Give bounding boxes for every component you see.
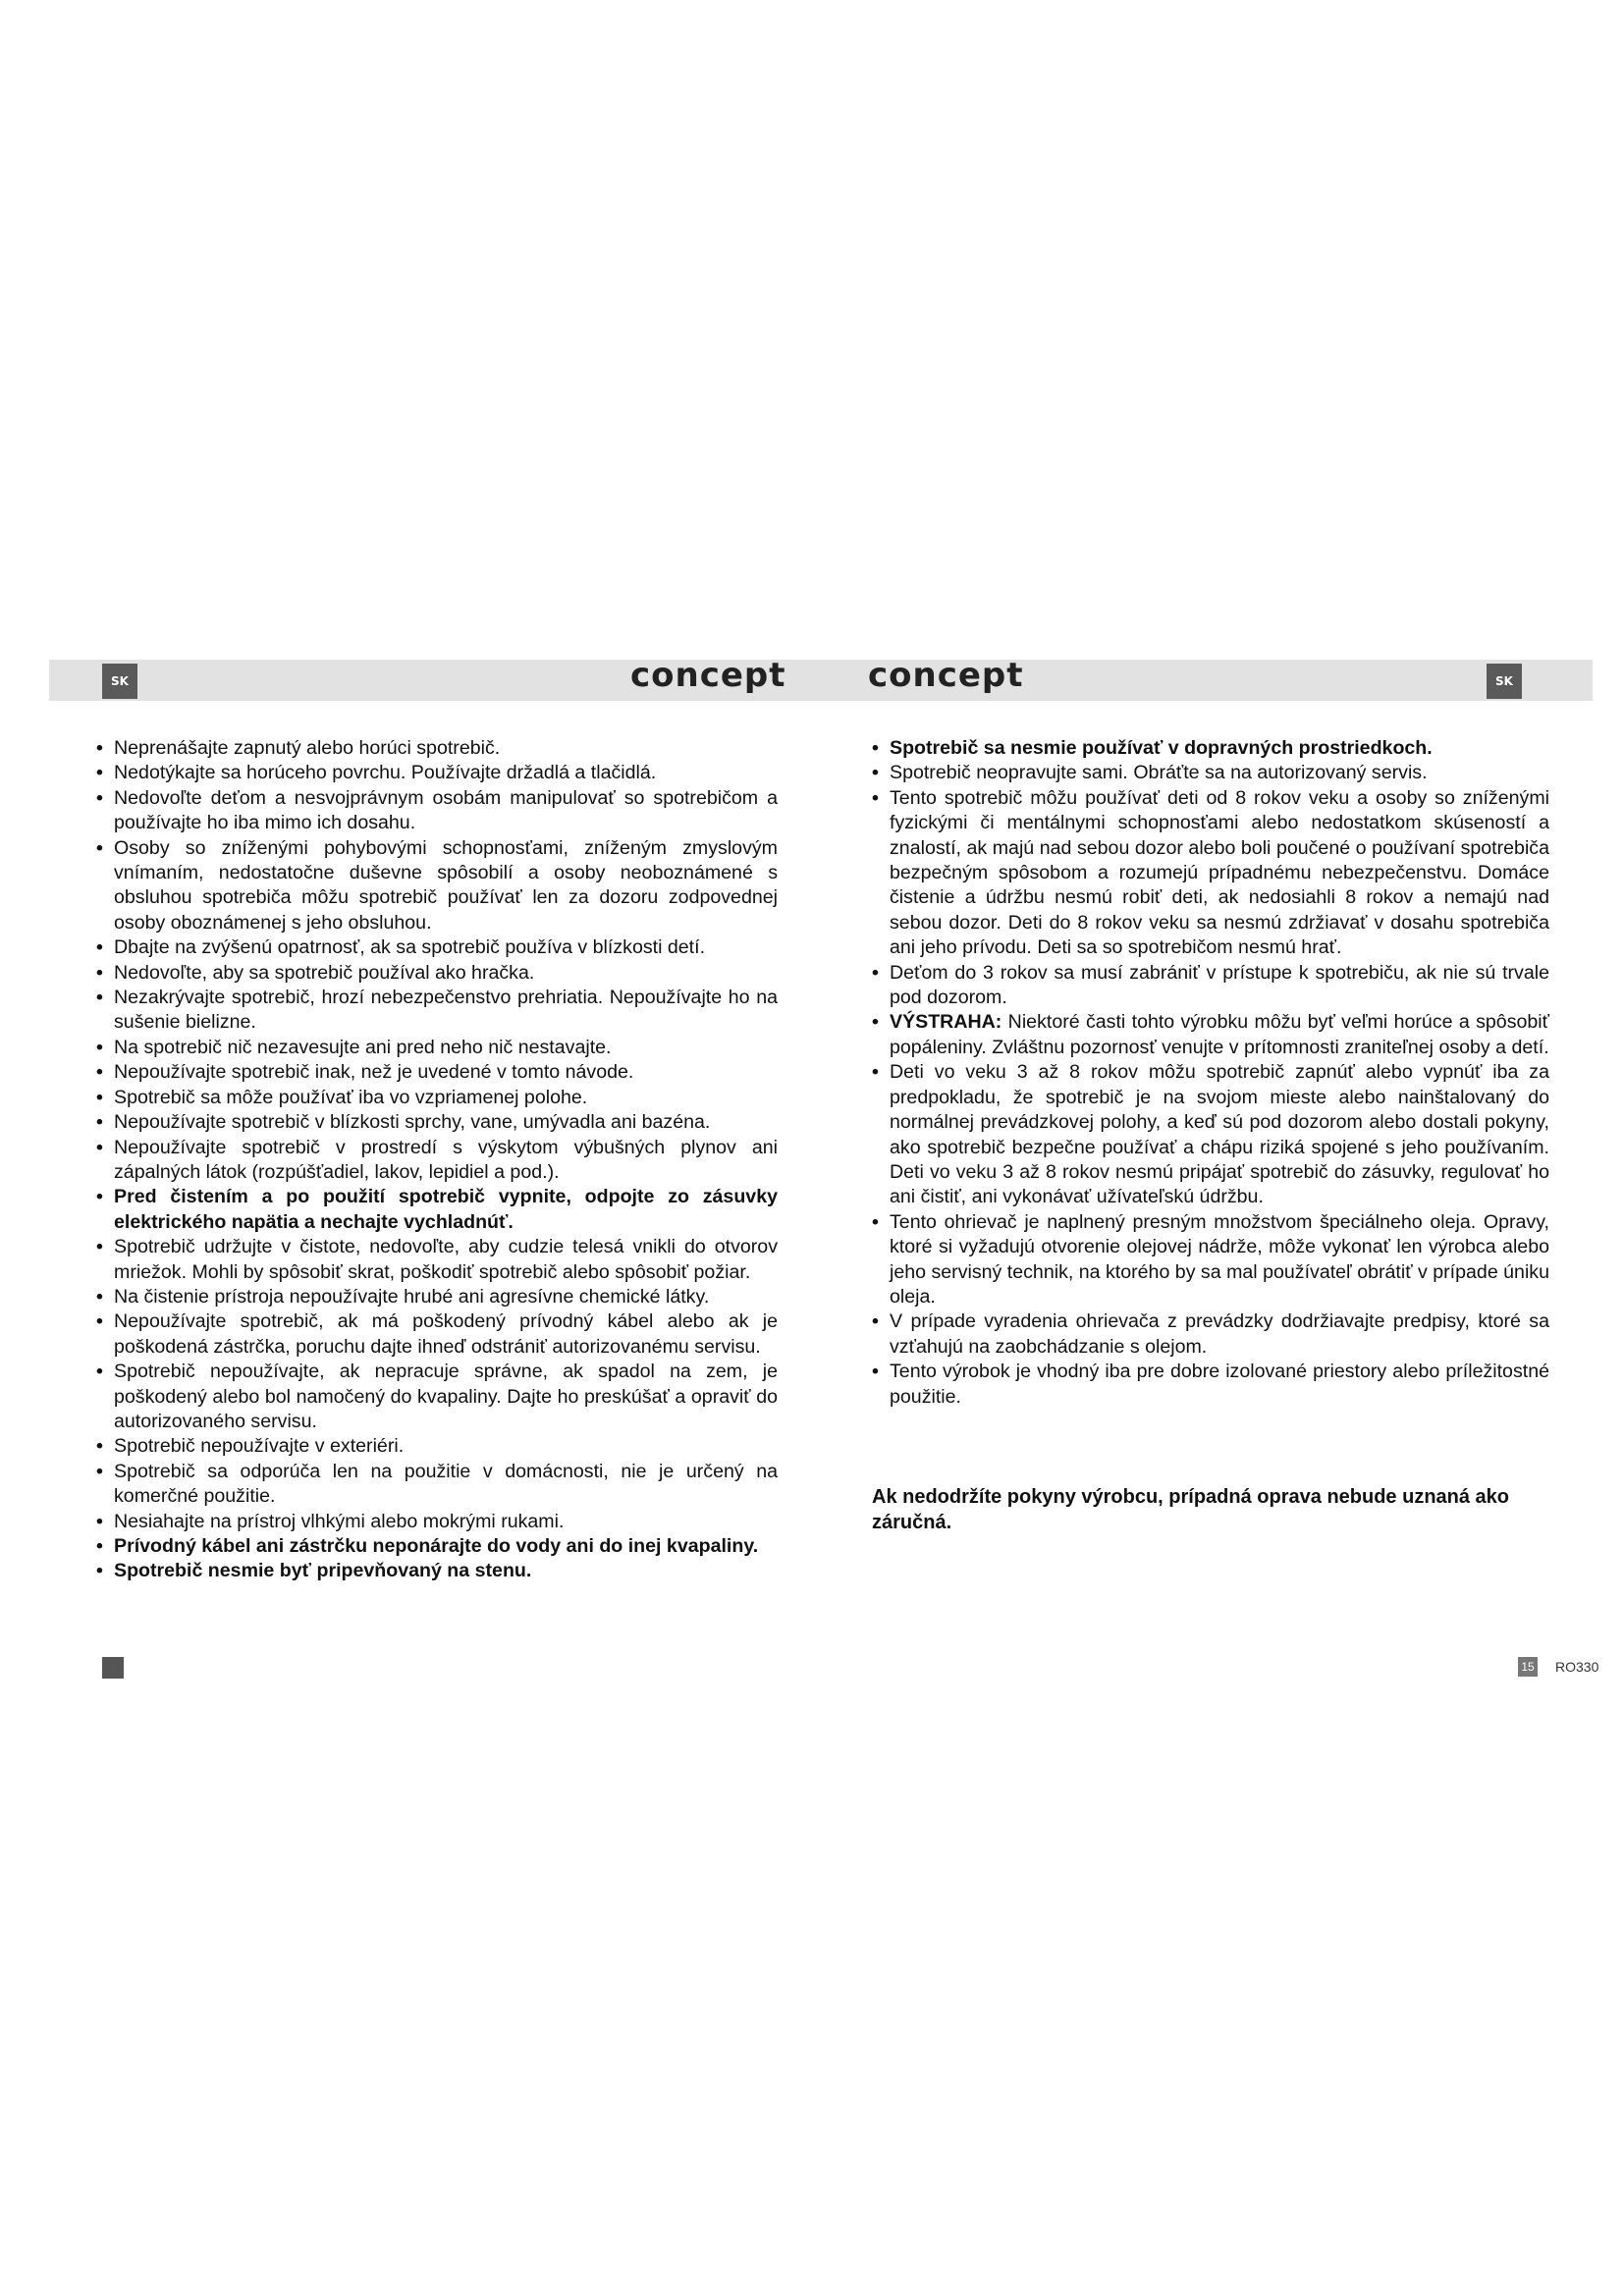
- list-item: [872, 1360, 1549, 1410]
- left-column: [96, 736, 778, 1584]
- list-item-text: Spotrebič sa môže používať iba vo vzpriamenej polohe.: [114, 1086, 588, 1108]
- list-item: [872, 961, 1549, 1011]
- list-item: [872, 1210, 1549, 1310]
- list-item: [96, 1185, 778, 1235]
- closing-note: Ak nedodržíte pokyny výrobcu, prípadná oprava nebude uznaná ako záručná.: [872, 1486, 1510, 1533]
- left-language-badge: SK: [102, 664, 137, 699]
- list-item: [96, 1086, 778, 1110]
- list-item: [96, 761, 778, 785]
- list-item: [96, 1534, 778, 1559]
- list-item-text: Nedovoľte, aby sa spotrebič používal ako hračka.: [114, 961, 535, 984]
- right-language-badge: SK: [1487, 664, 1522, 699]
- left-brand-logo: concept: [630, 656, 786, 695]
- list-item: [96, 1060, 778, 1085]
- list-item: [96, 1510, 778, 1534]
- list-item-text: Nedotýkajte sa horúceho povrchu. Používajte držadlá a tlačidlá.: [114, 762, 657, 784]
- list-item-text: Pred čistením a po použití spotrebič vypnite, odpojte zo zásuvky elektrického napätia a nechajte vychladnúť.: [114, 1186, 778, 1233]
- list-item: [96, 1235, 778, 1285]
- left-safety-list: [96, 736, 778, 1584]
- list-item-text: Spotrebič sa odporúča len na použitie v domácnosti, nie je určený na komerčné použitie.: [114, 1460, 778, 1508]
- list-item-text: Osoby so zníženými pohybovými schopnosťami, zníženým zmyslovým vnímaním, nedostatočne duševne spôsobilí a osoby neoboznámené s obsluhou spotrebiča môžu spotrebič používať len za dozoru zodpovednej osoby oboznámenej s jeho obsluhou.: [114, 836, 778, 934]
- list-item: [872, 761, 1549, 785]
- list-item-text: Tento výrobok je vhodný iba pre dobre izolované priestory alebo príležitostné použitie.: [890, 1361, 1549, 1408]
- list-item: [96, 1036, 778, 1060]
- list-item: [96, 1110, 778, 1135]
- list-item-text: Nezakrývajte spotrebič, hrozí nebezpečenstvo prehriatia. Nepoužívajte ho na sušenie bielizne.: [114, 987, 778, 1034]
- list-item-text: V prípade vyradenia ohrievača z prevádzky dodržiavajte predpisy, ktoré sa vzťahujú na zaobchádzanie s olejom.: [890, 1310, 1549, 1358]
- list-item-text: Na spotrebič nič nezavesujte ani pred neho nič nestavajte.: [114, 1036, 612, 1058]
- list-item-text: Nepoužívajte spotrebič inak, než je uvedené v tomto návode.: [114, 1061, 634, 1084]
- list-item-text: Spotrebič nepoužívajte v exteriéri.: [114, 1435, 405, 1458]
- list-item-text: Dbajte na zvýšenú opatrnosť, ak sa spotrebič používa v blízkosti detí.: [114, 936, 706, 959]
- page-number: 15: [1518, 1657, 1538, 1677]
- list-item: [96, 986, 778, 1036]
- list-item-text: Deti vo veku 3 až 8 rokov môžu spotrebič zapnúť alebo vypnúť iba za predpokladu, že spotrebič je na svojom mieste alebo nainštalovaný do normálnej prevádzkovej polohy, a keď sú pod dozorom alebo dostali pokyny, ako spotrebič bezpečne používať a chápu riziká spojené s jeho používaním. Deti vo veku 3 až 8 rokov nesmú pripájať spotrebič do zásuvky, regulovať ho ani čistiť, ani vykonávať užívateľskú údržbu.: [890, 1061, 1549, 1208]
- footer-marker: [102, 1657, 124, 1679]
- list-item: [872, 786, 1549, 961]
- list-item-text: Deťom do 3 rokov sa musí zabrániť v prístupe k spotrebiču, ak nie sú trvale pod dozorom.: [890, 961, 1549, 1009]
- list-item: [872, 736, 1549, 761]
- list-item: [96, 786, 778, 836]
- list-item-text: Spotrebič nepoužívajte, ak nepracuje správne, ak spadol na zem, je poškodený alebo bol namočený do kvapaliny. Dajte ho preskúšať a opraviť do autorizovaného servisu.: [114, 1361, 778, 1432]
- right-safety-list: [872, 736, 1549, 1410]
- list-item: [96, 1434, 778, 1459]
- list-item: [872, 1010, 1549, 1060]
- list-item-text: Tento spotrebič môžu používať deti od 8 rokov veku a osoby so zníženými fyzickými či mentálnymi schopnosťami alebo nedostatkom skúseností a znalostí, ak majú nad sebou dozor alebo boli poučené o používaní spotrebiča bezpečným spôsobom a rozumejú prípadnému nebezpečenstvu. Domáce čistenie a údržbu nesmú robiť deti, ak nedosiahli 8 rokov a nemajú nad sebou dozor. Deti do 8 rokov veku sa nesmú zdržiavať v dosahu spotrebiča ani jeho prívodu. Deti sa so spotrebičom nesmú hrať.: [890, 786, 1549, 959]
- list-item: [96, 836, 778, 936]
- list-item: [96, 1285, 778, 1309]
- list-item: [872, 1309, 1549, 1360]
- list-item: [96, 1360, 778, 1434]
- list-item-text: Spotrebič udržujte v čistote, nedovoľte, aby cudzie telesá vnikli do otvorov mriežok. Mohli by spôsobiť skrat, poškodiť spotrebič alebo spôsobiť požiar.: [114, 1236, 778, 1283]
- list-item: [96, 736, 778, 761]
- right-column: [872, 736, 1549, 1410]
- list-item: [96, 961, 778, 986]
- list-item-text: Nesiahajte na prístroj vlhkými alebo mokrými rukami.: [114, 1510, 565, 1532]
- header-bar: [49, 660, 1593, 701]
- list-item-text: Spotrebič neopravujte sami. Obráťte sa na autorizovaný servis.: [890, 762, 1428, 784]
- warning-prefix: VÝSTRAHA:: [890, 1011, 1002, 1034]
- list-item-text: Nedovoľte deťom a nesvojprávnym osobám manipulovať so spotrebičom a používajte ho iba mimo ich dosahu.: [114, 786, 778, 834]
- right-brand-logo: concept: [868, 656, 1024, 695]
- list-item-text: Spotrebič sa nesmie používať v dopravných prostriedkoch.: [890, 737, 1433, 759]
- model-code: RO330: [1555, 1659, 1599, 1675]
- list-item: [96, 935, 778, 960]
- list-item-text: Nepoužívajte spotrebič v prostredí s výskytom výbušných plynov ani zápalných látok (rozpúšťadiel, lakov, lepidiel a pod.).: [114, 1136, 778, 1183]
- list-item-text: Neprenášajte zapnutý alebo horúci spotrebič.: [114, 737, 501, 759]
- list-item-text: Tento ohrievač je naplnený presným množstvom špeciálneho oleja. Opravy, ktoré si vyžadujú otvorenie olejovej nádrže, môže vykonať len výrobca alebo jeho servisný technik, na ktorého by sa mal používateľ obrátiť v prípade úniku oleja.: [890, 1210, 1549, 1308]
- list-item-text: Nepoužívajte spotrebič, ak má poškodený prívodný kábel alebo ak je poškodená zástrčka, poruchu dajte ihneď odstrániť autorizovanému servisu.: [114, 1310, 778, 1358]
- list-item: [96, 1559, 778, 1583]
- list-item: [96, 1136, 778, 1186]
- list-item-text: Spotrebič nesmie byť pripevňovaný na stenu.: [114, 1560, 532, 1582]
- list-item: [872, 1060, 1549, 1209]
- list-item-text: Nepoužívajte spotrebič v blízkosti sprchy, vane, umývadla ani bazéna.: [114, 1111, 711, 1134]
- list-item-text: Niektoré časti tohto výrobku môžu byť veľmi horúce a spôsobiť popáleniny. Zvláštnu pozornosť venujte v prítomnosti zraniteľnej osoby a detí.: [890, 1011, 1549, 1058]
- list-item: [96, 1309, 778, 1360]
- list-item-text: Prívodný kábel ani zástrčku neponárajte do vody ani do inej kvapaliny.: [114, 1535, 759, 1557]
- list-item-text: Na čistenie prístroja nepoužívajte hrubé ani agresívne chemické látky.: [114, 1285, 710, 1308]
- list-item: [96, 1460, 778, 1510]
